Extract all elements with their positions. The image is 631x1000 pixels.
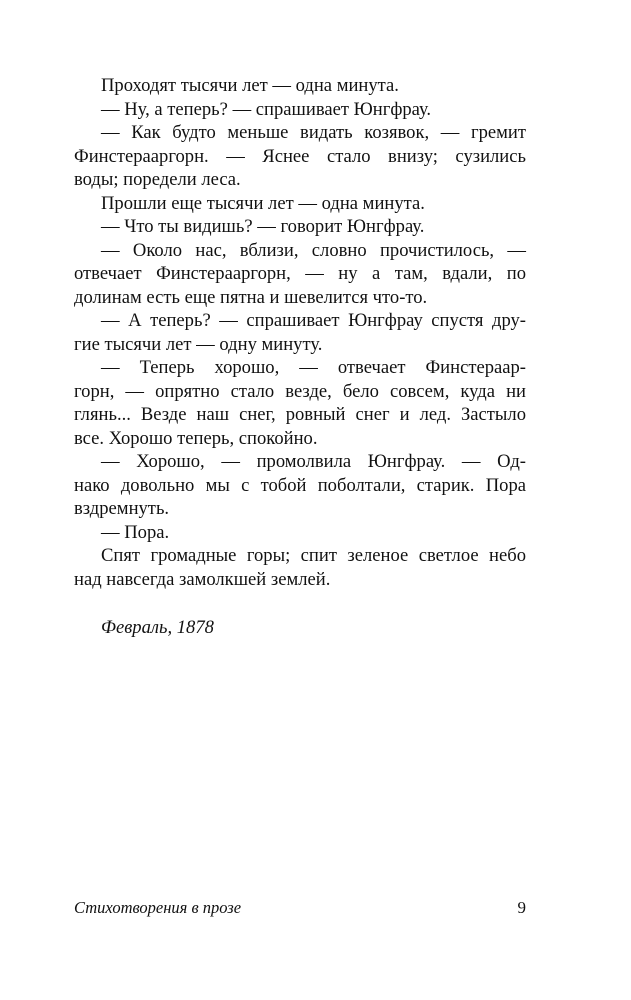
text-line: — Как будто меньше видать козявок, — гремит: [101, 122, 526, 143]
text-line: Прошли еще тысячи лет — одна минута.: [101, 192, 425, 214]
text-line: — Теперь хорошо, — отвечает Финстераар-: [101, 357, 526, 378]
text-line: над навсегда замолкшей землей.: [74, 568, 331, 590]
text-line: воды; поредели леса.: [74, 169, 241, 190]
text-line: вздремнуть.: [74, 498, 170, 519]
page-number: 9: [517, 898, 526, 917]
text-line: — Ну, а теперь? — спрашивает Юнгфрау.: [101, 98, 432, 120]
text-line: горн, — опрятно стало везде, бело совсем, куда ни: [74, 380, 526, 402]
text-line: — А теперь? — спрашивает Юнгфрау спустя дру-: [101, 310, 526, 331]
text-line: — Пора.: [101, 521, 170, 543]
text-line: отвечает Финстерааргорн, — ну а там, вдали, по: [74, 263, 526, 284]
date-signature: Февраль, 1878: [101, 617, 214, 638]
body-text: [74, 74, 526, 591]
text-line: все. Хорошо теперь, спокойно.: [74, 427, 318, 449]
text-line: — Хорошо, — промолвила Юнгфрау. — Од-: [101, 451, 526, 472]
text-line: Спят громадные горы; спит зеленое светлое небо: [101, 545, 526, 566]
text-line: — Около нас, вблизи, словно прочистилось, —: [101, 239, 526, 261]
text-line: нако довольно мы с тобой поболтали, старик. Пора: [74, 474, 526, 496]
text-line: глянь... Везде наш снег, ровный снег и лед. Застыло: [74, 404, 526, 425]
running-footer: [74, 896, 526, 920]
text-line: Финстерааргорн. — Яснее стало внизу; сузились: [74, 145, 526, 167]
text-line: долинам есть еще пятна и шевелится что-то.: [74, 286, 428, 308]
text-line: гие тысячи лет — одну минуту.: [74, 333, 323, 355]
text-line: Проходят тысячи лет — одна минута.: [101, 75, 399, 96]
footer-title: Стихотворения в прозе: [74, 898, 242, 917]
text-line: — Что ты видишь? — говорит Юнгфрау.: [101, 216, 425, 237]
